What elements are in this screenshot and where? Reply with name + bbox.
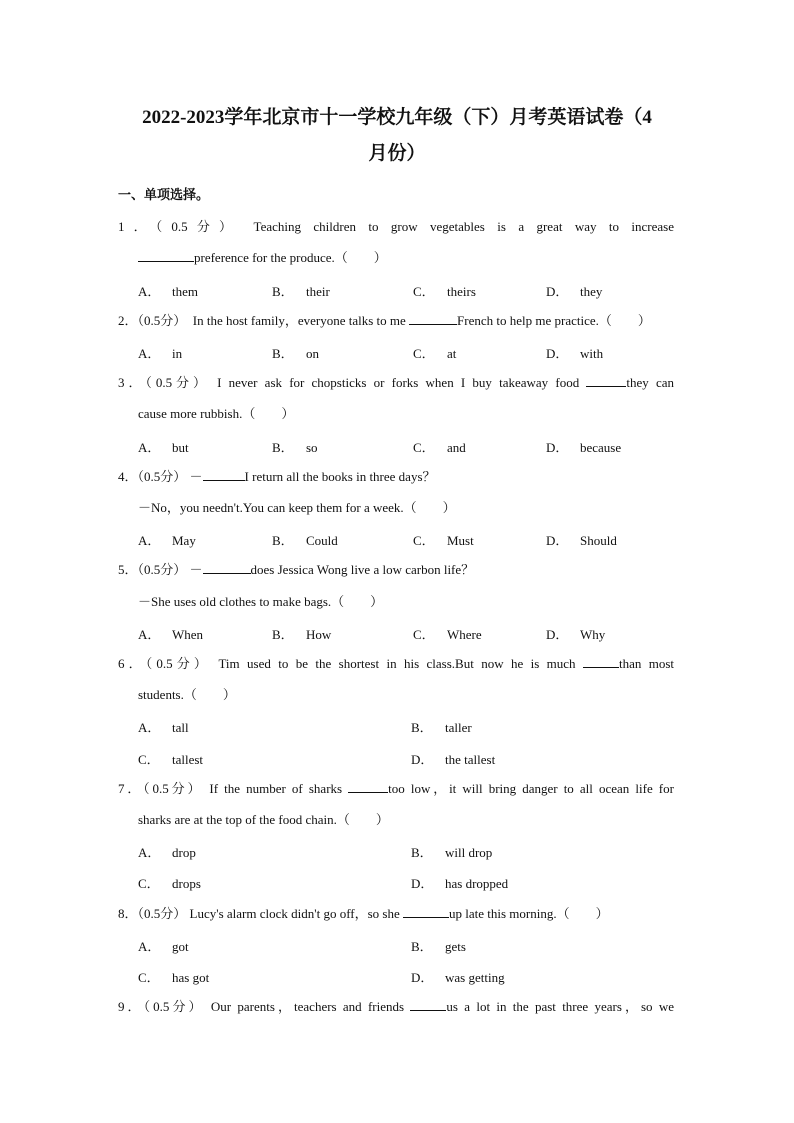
option-a[interactable]: A． tall — [138, 720, 189, 735]
answer-blank — [586, 374, 626, 387]
question-8 — [118, 905, 609, 923]
answer-blank — [403, 905, 449, 918]
option-b[interactable]: B． their — [272, 284, 330, 299]
option-c[interactable]: C． and — [413, 440, 466, 455]
question-number: 8．（0.5分） — [118, 906, 187, 921]
question-4 — [118, 468, 436, 486]
question-1-line-2 — [138, 249, 387, 267]
question-stem: Lucy's alarm clock didn't go off，so she — [189, 906, 400, 921]
option-d[interactable]: D． has dropped — [411, 876, 509, 891]
option-b[interactable]: B． will drop — [411, 845, 493, 860]
option-a[interactable]: A． them — [138, 284, 198, 299]
question-5 — [118, 561, 474, 579]
question-7 — [118, 780, 674, 798]
option-d[interactable]: D． Should — [546, 533, 617, 548]
option-b[interactable]: B． taller — [411, 720, 472, 735]
title-line-2: 月份） — [368, 143, 426, 164]
question-1 — [118, 218, 674, 236]
option-c[interactable]: C． Must — [413, 533, 474, 548]
answer-blank — [203, 561, 251, 574]
question-6 — [118, 655, 674, 673]
question-number: 9．（0.5分） — [118, 999, 205, 1014]
question-6-line-2: students.（ ） — [138, 687, 236, 702]
option-a[interactable]: A． drop — [138, 845, 196, 860]
question-number: 5．（0.5分） — [118, 562, 187, 577]
question-number: 7．（0.5分） — [118, 781, 204, 796]
option-c[interactable]: C． tallest — [138, 752, 204, 767]
option-a[interactable]: A． got — [138, 939, 189, 954]
page-title — [90, 100, 704, 172]
question-stem: In the host family，everyone talks to me — [192, 313, 406, 328]
question-number: 1．（0.5分） — [118, 219, 242, 234]
question-stem: Our parents，teachers and friends — [210, 999, 405, 1014]
question-stem-cont: preference for the produce.（ ） — [194, 250, 387, 265]
answer-blank — [583, 655, 619, 668]
option-c[interactable]: C． Where — [413, 627, 482, 642]
question-3-line-2: cause more rubbish.（ ） — [138, 406, 295, 421]
option-b[interactable]: B． on — [272, 346, 319, 361]
question-5-line-2: －She uses old clothes to make bags.（ ） — [138, 594, 384, 609]
option-d[interactable]: D． was getting — [411, 970, 505, 985]
option-d[interactable]: D． because — [546, 440, 622, 455]
question-number: 2．（0.5分） — [118, 313, 187, 328]
question-3 — [118, 374, 674, 392]
question-stem: I never ask for chopsticks or forks when I buy takeaway food — [217, 375, 580, 390]
option-b[interactable]: B． How — [272, 627, 332, 642]
question-7-line-2: sharks are at the top of the food chain.（ ） — [138, 812, 389, 827]
answer-blank — [203, 468, 245, 481]
answer-blank — [410, 998, 446, 1011]
question-stem-cont: too low，it will bring danger to all ocean life for — [388, 781, 674, 796]
option-a[interactable]: A． in — [138, 346, 183, 361]
question-stem-cont: does Jessica Wong live a low carbon life？ — [250, 562, 475, 577]
option-b[interactable]: B． gets — [411, 939, 466, 954]
question-9 — [118, 998, 674, 1016]
option-d[interactable]: D． they — [546, 284, 603, 299]
question-stem: － — [189, 562, 203, 577]
question-4-line-2: －No，you needn't.You can keep them for a week.（ ） — [138, 500, 456, 515]
question-2 — [118, 312, 651, 330]
option-b[interactable]: B． Could — [272, 533, 338, 548]
question-stem-cont: I return all the books in three days？ — [244, 469, 436, 484]
answer-blank — [348, 780, 388, 793]
question-stem-cont: they can — [626, 375, 675, 390]
answer-blank — [409, 312, 457, 325]
question-stem-cont: than most — [618, 656, 674, 671]
question-stem: If the number of sharks — [209, 781, 343, 796]
title-line-1: 2022-2023学年北京市十一学校九年级（下）月考英语试卷（4 — [142, 107, 652, 128]
question-stem-cont: up late this morning.（ ） — [449, 906, 609, 921]
question-stem-cont: French to help me practice.（ ） — [457, 313, 651, 328]
question-number: 3．（0.5分） — [118, 375, 210, 390]
option-a[interactable]: A． May — [138, 533, 196, 548]
question-stem-cont: us a lot in the past three years，so we — [446, 999, 675, 1014]
answer-blank — [138, 249, 194, 262]
question-stem: Teaching children to grow vegetables is a great way to increase — [253, 219, 674, 234]
section-heading: 一、单项选择。 — [118, 187, 210, 202]
option-a[interactable]: A． but — [138, 440, 189, 455]
option-c[interactable]: C． theirs — [413, 284, 476, 299]
option-d[interactable]: D． Why — [546, 627, 606, 642]
option-c[interactable]: C． at — [413, 346, 457, 361]
option-c[interactable]: C． has got — [138, 970, 210, 985]
option-a[interactable]: A． When — [138, 627, 204, 642]
question-number: 6．（0.5分） — [118, 656, 212, 671]
question-stem: － — [189, 469, 203, 484]
option-b[interactable]: B． so — [272, 440, 318, 455]
option-c[interactable]: C． drops — [138, 876, 201, 891]
option-d[interactable]: D． the tallest — [411, 752, 496, 767]
question-number: 4．（0.5分） — [118, 469, 187, 484]
question-stem: Tim used to be the shortest in his class.But now he is much — [218, 656, 576, 671]
option-d[interactable]: D． with — [546, 346, 604, 361]
